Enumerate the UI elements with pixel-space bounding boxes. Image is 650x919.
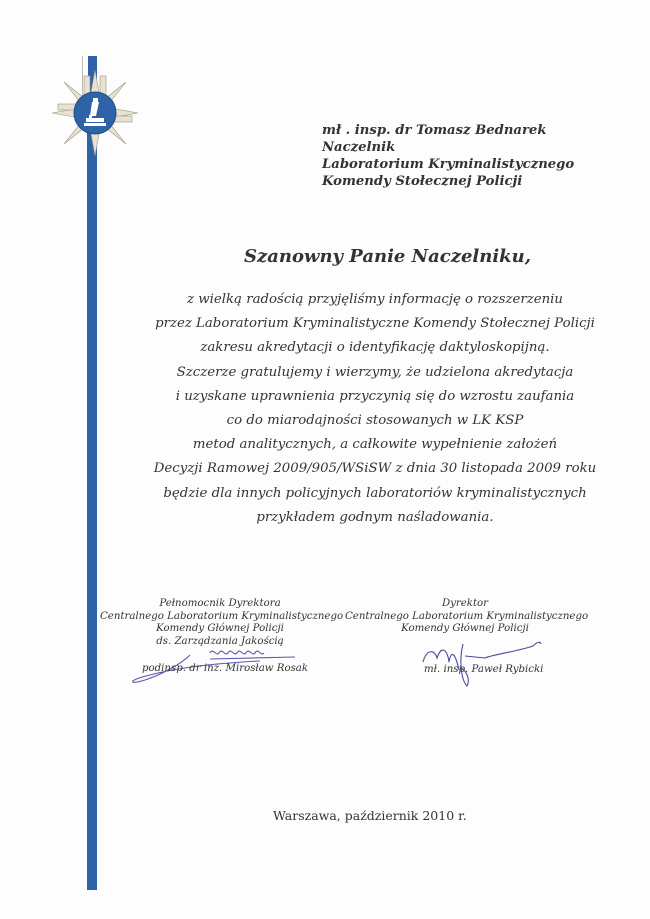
salutation: Szanowny Panie Naczelniku, [244, 246, 531, 267]
body-line: Szczerze gratulujemy i wierzymy, że udzielona akredytacja [176, 364, 574, 380]
letter-body [150, 288, 600, 530]
signatory-organization: Komendy Głównej Policji [156, 623, 284, 634]
signatory-unit: Centralnego Laboratorium Kryminalistycznego [100, 610, 344, 622]
addressee-title: Naczelnik [322, 140, 396, 155]
body-line: przez Laboratorium Kryminalistyczne Komendy Stołecznej Policji [155, 316, 595, 332]
addressee-name: mł . insp. dr Tomasz Bednarek [322, 123, 547, 138]
signatory-title: Pełnomocnik Dyrektora [159, 598, 281, 609]
body-line: przykładem godnym naśladowania. [256, 509, 494, 525]
addressee-unit: Laboratorium Kryminalistycznego [322, 157, 575, 172]
body-line: będzie dla innych policyjnych laboratoriów kryminalistycznych [163, 485, 587, 501]
signatory-organization: Komendy Głównej Policji [401, 623, 529, 634]
signature-block-right [345, 598, 589, 636]
signatory-name-left: podinsp. dr inż. Mirosław Rosak [142, 663, 309, 674]
body-line: i uzyskane uprawnienia przyczynią się do wzrostu zaufania [175, 388, 575, 404]
body-line: metod analitycznych, a całkowite wypełnienie założeń [192, 437, 558, 453]
body-line: Decyzji Ramowej 2009/905/WSiSW z dnia 30 listopada 2009 roku [153, 461, 597, 477]
addressee-organization: Komendy Stołecznej Policji [322, 174, 523, 189]
police-star-microscope-icon [50, 68, 140, 158]
decorative-vertical-bar [87, 56, 97, 890]
body-line: z wielką radością przyjęliśmy informację o rozszerzeniu [187, 292, 563, 307]
signatory-scope: ds. Zarządzania Jakością [156, 635, 284, 647]
signatory-name-right: mł. insp. Paweł Rybicki [424, 664, 544, 675]
place-and-date: Warszawa, październik 2010 r. [273, 808, 467, 823]
addressee-block [322, 122, 574, 190]
signatory-title: Dyrektor [441, 598, 489, 609]
body-line: co do miarodajności stosowanych w LK KSP [226, 413, 524, 429]
signature-block-left [100, 598, 344, 648]
signatory-unit: Centralnego Laboratorium Kryminalistycznego [345, 610, 589, 622]
body-line: zakresu akredytacji o identyfikację daktyloskopijną. [200, 340, 550, 356]
